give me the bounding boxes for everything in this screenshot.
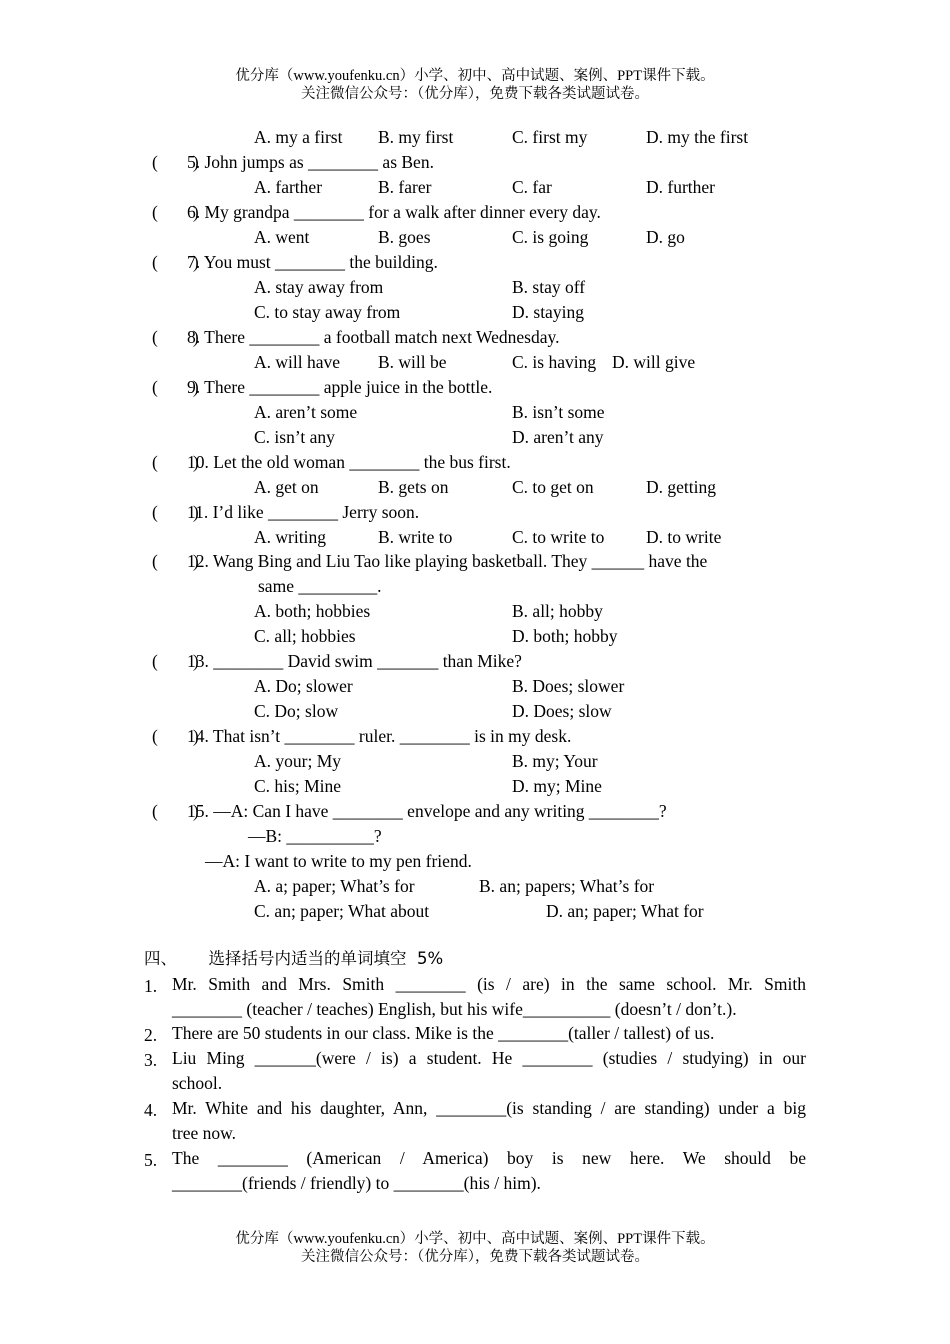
footer-line-2: 关注微信公众号：（优分库），免费下载各类试题试卷。	[301, 1249, 649, 1265]
header-line-1: 优分库（www.youfenku.cn）小学、初中、高中试题、案例、PPT课件下载。	[235, 68, 715, 84]
q5-option-d: D. further	[646, 177, 716, 197]
q8-option-d: D. will give	[612, 352, 696, 372]
q13-option-a: A. Do; slower	[254, 676, 353, 696]
q4-option-a: A. my a first	[254, 127, 343, 147]
s4-item-5-line-2: ________(friends / friendly) to ________(his / him).	[172, 1173, 541, 1193]
q10-stem: 10. Let the old woman ________ the bus first.	[187, 452, 511, 472]
q8-option-b: B. will be	[378, 352, 447, 372]
answer-bracket: ( )	[152, 651, 199, 671]
answer-bracket: ( )	[152, 252, 199, 272]
q15-option-b: B. an; papers; What’s for	[479, 876, 655, 896]
q9-option-a: A. aren’t some	[254, 402, 358, 422]
section-4-title: 四、 选择括号内适当的单词填空 5%	[144, 949, 444, 968]
q11-option-a: A. writing	[254, 527, 326, 547]
q12-stem-continued: same _________.	[258, 576, 382, 596]
s4-item-4-number: 4.	[144, 1100, 158, 1120]
answer-bracket: ( )	[152, 377, 199, 397]
footer-line-1: 优分库（www.youfenku.cn）小学、初中、高中试题、案例、PPT课件下载。	[235, 1231, 715, 1247]
q6-option-a: A. went	[254, 227, 310, 247]
s4-item-2-number: 2.	[144, 1025, 158, 1045]
header-line-2: 关注微信公众号：（优分库），免费下载各类试题试卷。	[301, 86, 649, 102]
s4-item-2-line-1: There are 50 students in our class. Mike is the ________(taller / tallest) of us.	[172, 1023, 715, 1043]
s4-item-4-line-2: tree now.	[172, 1123, 236, 1143]
q12-option-d: D. both; hobby	[512, 626, 618, 646]
s4-item-3-line-2: school.	[172, 1073, 223, 1093]
s4-item-1-line-2: ________ (teacher / teaches) English, but his wife__________ (doesn’t / don’t.).	[172, 999, 737, 1019]
q12-option-b: B. all; hobby	[512, 601, 603, 621]
q10-option-c: C. to get on	[512, 477, 594, 497]
q9-option-b: B. isn’t some	[512, 402, 605, 422]
q8-option-a: A. will have	[254, 352, 341, 372]
answer-bracket: ( )	[152, 152, 199, 172]
q7-option-d: D. staying	[512, 302, 584, 322]
q14-option-a: A. your; My	[254, 751, 342, 771]
q7-option-b: B. stay off	[512, 277, 586, 297]
q11-stem: 11. I’d like ________ Jerry soon.	[187, 502, 420, 522]
q5-stem: 5. John jumps as ________ as Ben.	[187, 152, 434, 172]
s4-item-1-line-1: Mr. Smith and Mrs. Smith ________ (is / are) in the same school. Mr. Smith	[172, 974, 806, 994]
q10-option-b: B. gets on	[378, 477, 449, 497]
q12-stem: 12. Wang Bing and Liu Tao like playing basketball. They ______ have the	[187, 551, 708, 571]
q6-stem: 6. My grandpa ________ for a walk after dinner every day.	[187, 202, 601, 222]
s4-item-4-line-1: Mr. White and his daughter, Ann, ________(is standing / are standing) under a big	[172, 1098, 806, 1118]
q13-option-b: B. Does; slower	[512, 676, 625, 696]
q7-option-c: C. to stay away from	[254, 302, 401, 322]
s4-item-5-line-1: The ________ (American / America) boy is new here. We should be	[172, 1148, 806, 1168]
q13-stem: 13. ________ David swim _______ than Mike?	[187, 651, 522, 671]
q14-stem: 14. That isn’t ________ ruler. ________ is in my desk.	[187, 726, 572, 746]
q14-option-d: D. my; Mine	[512, 776, 602, 796]
s4-item-1-number: 1.	[144, 976, 158, 996]
q9-stem: 9. There ________ apple juice in the bottle.	[187, 377, 493, 397]
q5-option-b: B. farer	[378, 177, 432, 197]
answer-bracket: ( )	[152, 801, 199, 821]
q5-option-c: C. far	[512, 177, 552, 197]
q15-option-a: A. a; paper; What’s for	[254, 876, 415, 896]
q9-option-c: C. isn’t any	[254, 427, 335, 447]
q4-option-b: B. my first	[378, 127, 454, 147]
s4-item-3-line-1: Liu Ming _______(were / is) a student. He ________ (studies / studying) in our	[172, 1048, 806, 1068]
q13-option-c: C. Do; slow	[254, 701, 339, 721]
q15-stem: 15. —A: Can I have ________ envelope and any writing ________?	[187, 801, 667, 821]
q6-option-d: D. go	[646, 227, 685, 247]
q15-dialogue-b: —B: __________?	[248, 826, 382, 846]
s4-item-3-number: 3.	[144, 1050, 158, 1070]
q5-option-a: A. farther	[254, 177, 323, 197]
q14-option-c: C. his; Mine	[254, 776, 342, 796]
q7-option-a: A. stay away from	[254, 277, 384, 297]
q10-option-a: A. get on	[254, 477, 319, 497]
answer-bracket: ( )	[152, 202, 199, 222]
q10-option-d: D. getting	[646, 477, 716, 497]
q11-option-c: C. to write to	[512, 527, 605, 547]
q11-option-d: D. to write	[646, 527, 722, 547]
answer-bracket: ( )	[152, 551, 199, 571]
q8-option-c: C. is having	[512, 352, 597, 372]
q11-option-b: B. write to	[378, 527, 453, 547]
q14-option-b: B. my; Your	[512, 751, 598, 771]
q6-option-c: C. is going	[512, 227, 589, 247]
q8-stem: 8. There ________ a football match next Wednesday.	[187, 327, 560, 347]
q4-option-c: C. first my	[512, 127, 588, 147]
q13-option-d: D. Does; slow	[512, 701, 612, 721]
answer-bracket: ( )	[152, 502, 199, 522]
s4-item-5-number: 5.	[144, 1150, 158, 1170]
q15-option-d: D. an; paper; What for	[546, 901, 704, 921]
q9-option-d: D. aren’t any	[512, 427, 604, 447]
q15-dialogue-a: —A: I want to write to my pen friend.	[205, 851, 472, 871]
answer-bracket: ( )	[152, 327, 199, 347]
q4-option-d: D. my the first	[646, 127, 749, 147]
q6-option-b: B. goes	[378, 227, 431, 247]
q15-option-c: C. an; paper; What about	[254, 901, 430, 921]
q7-stem: 7. You must ________ the building.	[187, 252, 438, 272]
answer-bracket: ( )	[152, 726, 199, 746]
q12-option-a: A. both; hobbies	[254, 601, 371, 621]
answer-bracket: ( )	[152, 452, 199, 472]
q12-option-c: C. all; hobbies	[254, 626, 356, 646]
